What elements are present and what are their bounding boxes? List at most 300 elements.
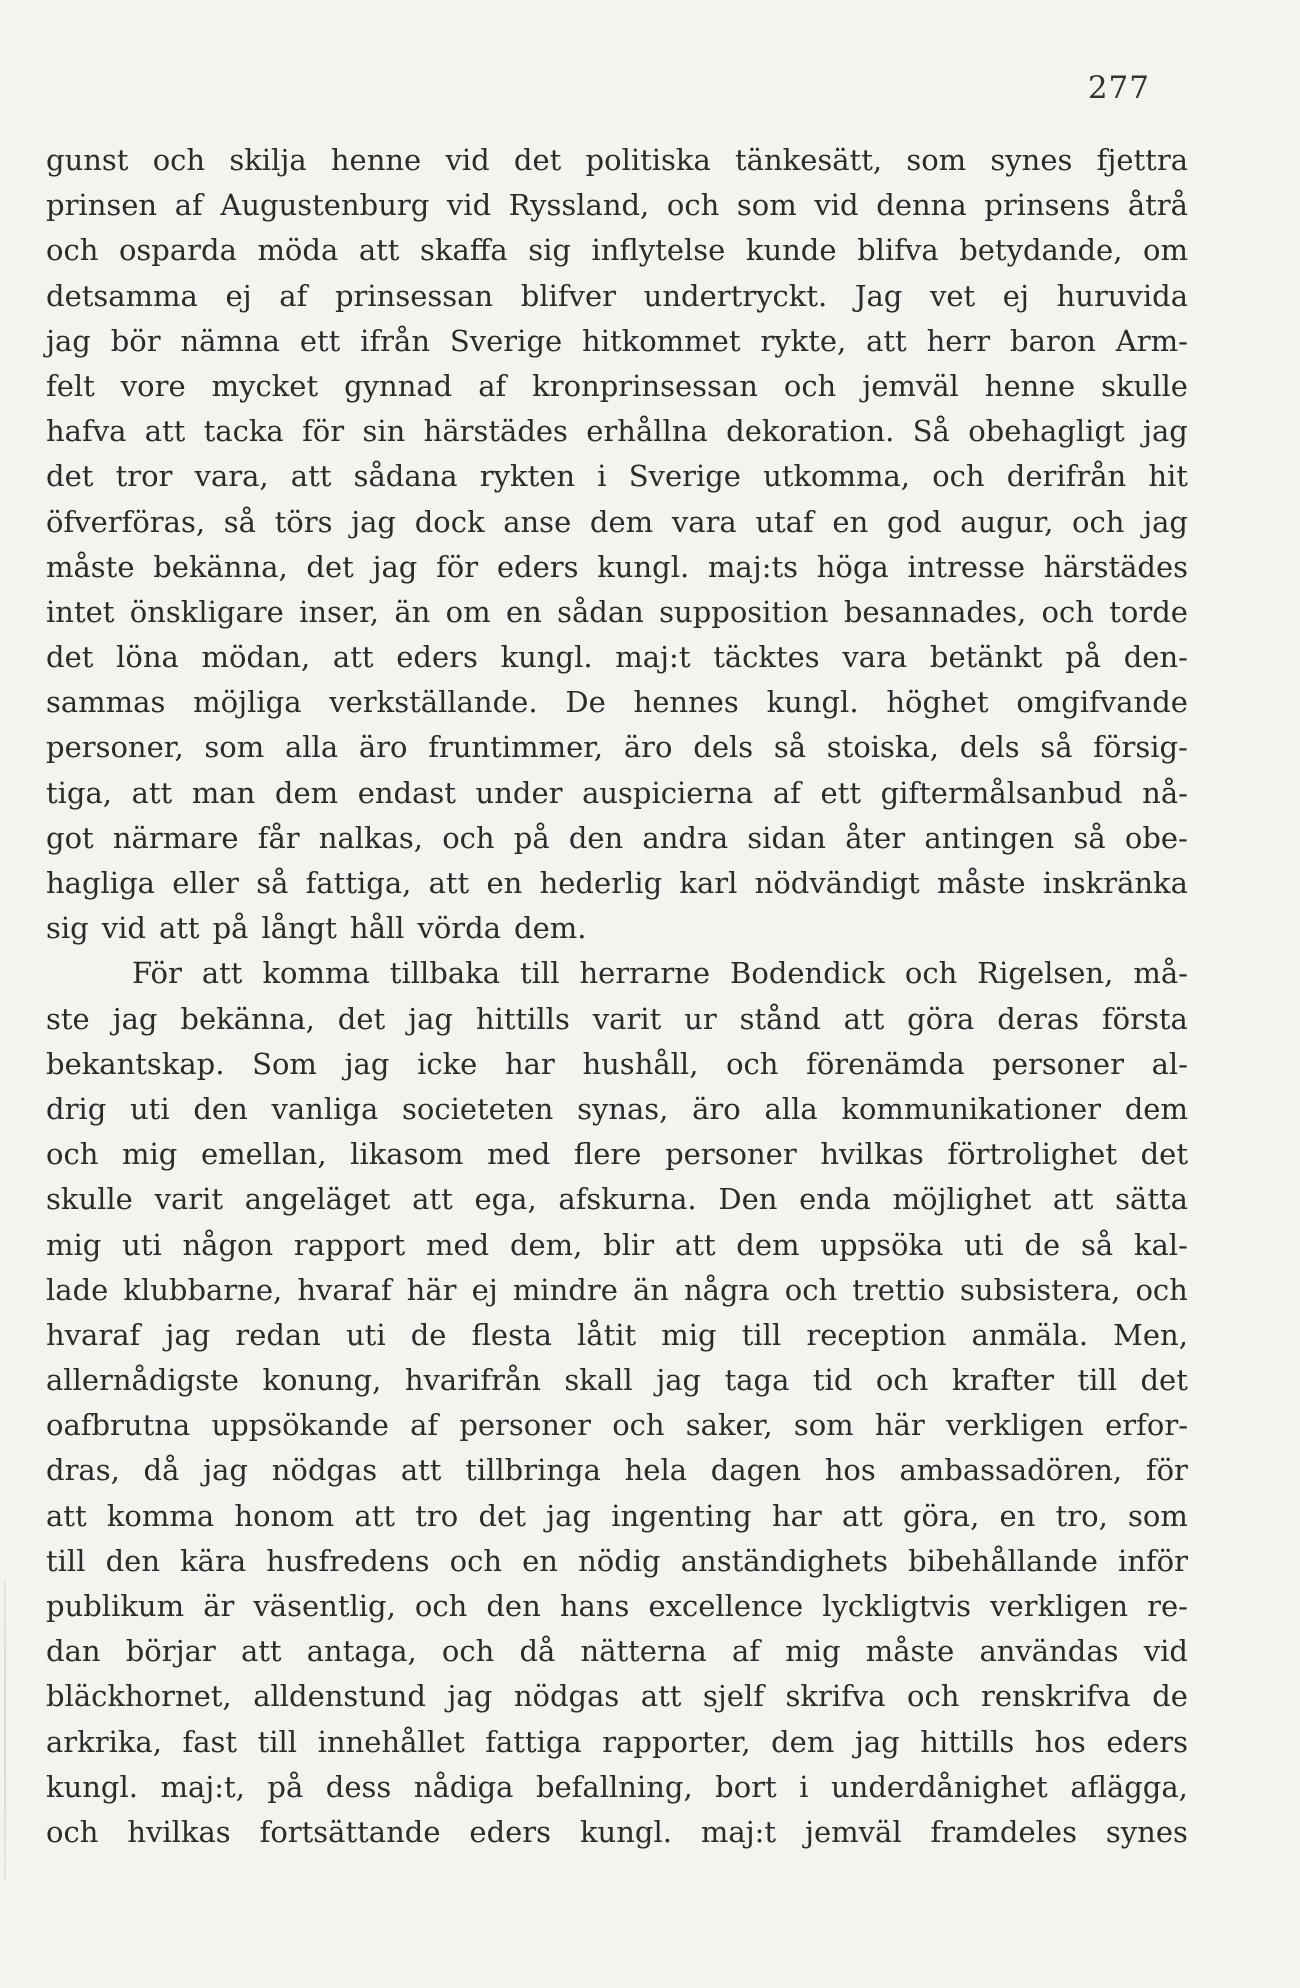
word: och [612, 1408, 665, 1443]
word: ifrån [360, 323, 431, 358]
word: skaffa [419, 233, 508, 268]
word: hushåll, [582, 1046, 699, 1081]
word: jag [344, 1046, 390, 1081]
word: Sverige [449, 323, 563, 358]
text-line [46, 861, 1188, 906]
word: att [201, 956, 243, 991]
word: tänkesätt, [735, 143, 883, 177]
text-line [46, 997, 1188, 1042]
word: törs [274, 504, 333, 539]
word: åter [845, 820, 906, 855]
word: antaga, [306, 1634, 417, 1669]
word: alldenstund [253, 1679, 426, 1714]
word: mig [46, 1227, 102, 1262]
word: komma [106, 1498, 215, 1533]
word: maj:t [615, 640, 691, 675]
word: Så [912, 414, 950, 449]
word: kungl. [579, 1814, 672, 1849]
word: kungl. [597, 549, 690, 584]
word: nätterna [580, 1634, 707, 1669]
word: angeläget [244, 1182, 391, 1217]
word: dem [736, 1227, 800, 1262]
word: försig- [1093, 730, 1188, 765]
word: vara [671, 504, 737, 539]
word: kronprinsessan [532, 368, 758, 403]
word: bibehållande [908, 1543, 1098, 1578]
word: och [414, 1589, 468, 1623]
word: prinsen [46, 188, 158, 223]
word: af [732, 1634, 761, 1669]
word: jag [1143, 414, 1188, 449]
word: höghet [886, 685, 989, 720]
text-line [46, 1765, 1188, 1810]
word: besannades, [843, 594, 1027, 629]
word: bör [110, 323, 161, 358]
word: al- [1151, 1046, 1188, 1081]
word: konung, [262, 1363, 382, 1398]
word: hvarifrån [404, 1363, 541, 1398]
word: äro [623, 730, 673, 765]
word: dem [1124, 1091, 1188, 1126]
word: alla [284, 730, 339, 765]
text-line [46, 545, 1188, 590]
word: rykte, [760, 323, 847, 358]
word: anmäla. [971, 1317, 1089, 1352]
word: underdånighet [831, 1769, 1048, 1804]
word: med [425, 1227, 490, 1262]
word: så [223, 504, 256, 539]
word: af [410, 1408, 439, 1443]
word: har [771, 1498, 822, 1533]
word: göra [907, 1001, 975, 1036]
text-line [46, 138, 1188, 183]
word: hos [824, 1453, 876, 1488]
word: antingen [924, 820, 1055, 855]
word: och [1135, 1272, 1188, 1307]
word: fattiga, [305, 866, 412, 900]
word: nödgas [271, 1453, 378, 1488]
word: jag [854, 1724, 900, 1759]
word: sådan [557, 594, 644, 629]
word: utkomma, [763, 459, 911, 494]
page-edge-shadow [4, 1580, 6, 1880]
word: eders [496, 549, 579, 584]
word: inser, [299, 594, 380, 629]
word: täcktes [713, 640, 820, 675]
word: herr [926, 323, 991, 358]
word: ega, [474, 1182, 537, 1217]
word: vid [446, 188, 492, 223]
word: skrifva [785, 1679, 886, 1714]
word: nödgas [513, 1679, 620, 1714]
word: mindre [512, 1272, 618, 1307]
word: Som [252, 1046, 317, 1081]
word: att [131, 775, 173, 810]
word: och [46, 1137, 99, 1172]
word: mig [785, 1634, 841, 1669]
word: dels [693, 730, 754, 765]
word: att [412, 1182, 453, 1217]
word: sig [528, 233, 571, 268]
text-line [46, 1629, 1188, 1674]
word: bekänna, [180, 1001, 315, 1036]
word: omgifvande [1016, 685, 1188, 720]
word: jag [165, 1317, 211, 1352]
word: enda [799, 1182, 871, 1217]
word: måste [46, 549, 135, 584]
word: att [158, 911, 200, 946]
word: uppsöka [820, 1227, 944, 1262]
word: hela [624, 1453, 688, 1488]
word: jemväl [862, 368, 959, 403]
word: så [1073, 820, 1106, 855]
word: jag [203, 1453, 248, 1488]
word: åtrå [1127, 188, 1188, 223]
word: om [445, 594, 491, 629]
word: kungl. [500, 640, 593, 675]
word: den [105, 1543, 160, 1578]
word: jag [447, 1679, 493, 1714]
word: Jag [854, 278, 903, 313]
word: verkligen [990, 1589, 1129, 1623]
word: saker, [685, 1408, 773, 1443]
word: så [1040, 730, 1073, 765]
word: societeten [401, 1091, 554, 1126]
word: befallning, [535, 1769, 693, 1804]
word: synes [990, 143, 1073, 177]
word: att [400, 1453, 442, 1488]
word: dem. [514, 911, 587, 946]
word: det [337, 1001, 386, 1036]
word: intresse [907, 549, 1026, 584]
text-line [46, 816, 1188, 861]
word: reception [806, 1317, 947, 1352]
word: här [874, 1408, 925, 1443]
word: prinsessan [334, 278, 494, 313]
word: henne [330, 143, 422, 177]
word: äro [692, 1091, 741, 1126]
word: långt [261, 911, 337, 946]
word: är [203, 1589, 235, 1623]
word: och [904, 956, 958, 991]
word: de [410, 1317, 447, 1352]
text-line [46, 1494, 1188, 1539]
word: till [1077, 1363, 1117, 1398]
word: personer [665, 1137, 797, 1172]
word: dels [959, 730, 1020, 765]
word: hvaraf [46, 1317, 141, 1352]
word: mycket [211, 368, 319, 403]
word: dagen [710, 1453, 802, 1488]
page-number: 277 [1087, 70, 1150, 106]
word: nödvändigt [754, 866, 920, 900]
word: nalkas, [318, 820, 424, 855]
word: ett [299, 323, 341, 358]
word: och [441, 1634, 495, 1669]
word: hvaraf [297, 1272, 392, 1307]
word: väsentlig, [253, 1589, 396, 1623]
word: blifver [520, 278, 617, 313]
word: och [46, 1814, 99, 1849]
word: mödan, [201, 640, 311, 675]
word: fattiga [485, 1724, 582, 1759]
word: den [568, 820, 624, 855]
word: flere [573, 1137, 642, 1172]
word: hagliga [46, 866, 155, 900]
word: de [1024, 1227, 1061, 1262]
word: af [772, 775, 801, 810]
word: jag [546, 1498, 591, 1533]
word: möda [257, 233, 339, 268]
word: giftermålsanbud [880, 775, 1123, 810]
word: och [1041, 594, 1094, 629]
text-line [46, 680, 1188, 725]
word: ej [1002, 278, 1029, 313]
word: af [174, 188, 203, 223]
word: det [478, 1498, 526, 1533]
word: några [683, 1272, 770, 1307]
word: en [486, 866, 523, 900]
word: arkrika, [46, 1724, 162, 1759]
word: synes [1105, 1814, 1188, 1849]
word: alla [764, 1091, 818, 1126]
word: varit [154, 1182, 224, 1217]
word: som [1128, 1498, 1188, 1533]
word: emellan, [200, 1137, 327, 1172]
word: det [513, 143, 562, 177]
word: att [866, 323, 907, 358]
word: bort [715, 1769, 777, 1804]
word: bläckhornet, [46, 1679, 232, 1714]
word: icke [417, 1046, 478, 1081]
word: obehagligt [968, 414, 1125, 449]
word: god [886, 504, 942, 539]
word: då [143, 1453, 180, 1488]
word: vid [445, 143, 490, 177]
word: erfor- [1105, 1408, 1188, 1443]
word: ej [225, 278, 252, 313]
text-line [46, 1223, 1188, 1268]
word: betydande, [959, 233, 1123, 268]
word: anständighets [680, 1543, 888, 1578]
word: deras [997, 1001, 1080, 1036]
word: nå- [1142, 775, 1188, 810]
word: härstädes [1043, 549, 1188, 584]
word: så [256, 866, 289, 900]
word: dess [325, 1769, 392, 1804]
word: att [144, 414, 186, 449]
word: bekänna, [153, 549, 288, 584]
text-line [46, 183, 1188, 228]
text-line [46, 771, 1188, 816]
word: den [193, 1091, 248, 1126]
word: detsamma [46, 278, 198, 313]
word: och [46, 233, 99, 268]
word: vörda [417, 911, 501, 946]
word: ur [684, 1001, 717, 1036]
word: rykten [479, 459, 576, 494]
word: måste [937, 866, 1026, 900]
word: personer, [46, 730, 184, 765]
word: fortsättande [259, 1814, 441, 1849]
word: hvilkas [127, 1814, 231, 1849]
word: uti [130, 1091, 170, 1126]
word: då [519, 1634, 556, 1669]
word: att [674, 1227, 716, 1262]
word: excellence [648, 1589, 804, 1623]
word: öfverföras, [46, 504, 206, 539]
text-line [46, 1584, 1188, 1629]
word: aflägga, [1070, 1769, 1188, 1804]
word: skulle [1101, 368, 1188, 403]
word: som [906, 143, 967, 177]
word: det [306, 549, 354, 584]
word: en [505, 594, 542, 629]
text-line [46, 500, 1188, 545]
word: för [1145, 1453, 1188, 1488]
word: lade [46, 1272, 109, 1307]
word: afskurna. [558, 1182, 697, 1217]
word: komma [262, 956, 370, 991]
word: Den [718, 1182, 778, 1217]
word: likasom [350, 1137, 464, 1172]
word: derifrån [1006, 459, 1127, 494]
word: dem [274, 775, 339, 810]
word: det [46, 640, 94, 675]
text-line [46, 274, 1188, 319]
word: att [46, 1498, 87, 1533]
word: på [212, 911, 249, 946]
word: till [520, 956, 560, 991]
word: inför [1117, 1543, 1188, 1578]
word: vanliga [271, 1091, 379, 1126]
word: drig [46, 1091, 107, 1126]
word: Rigelsen, [977, 956, 1114, 991]
word: att [1052, 1182, 1094, 1217]
word: ambassadören, [899, 1453, 1123, 1488]
word: tro [415, 1498, 459, 1533]
text-line [46, 1448, 1188, 1493]
word: första [1101, 1001, 1188, 1036]
word: vet [929, 278, 976, 313]
word: innehållet [317, 1724, 465, 1759]
word: en [522, 1543, 558, 1578]
word: härstädes [423, 414, 568, 449]
word: dock [414, 504, 485, 539]
word: baron [1010, 323, 1096, 358]
text-line [46, 1358, 1188, 1403]
word: jag [408, 1001, 453, 1036]
word: endast [357, 775, 456, 810]
word: kungl. [46, 1769, 138, 1804]
text-line [46, 1539, 1188, 1584]
word: personer [992, 1046, 1124, 1081]
word: möjlighet [892, 1182, 1032, 1217]
word: gynnad [344, 368, 453, 403]
word: honom [234, 1498, 335, 1533]
word: krafter [951, 1363, 1054, 1398]
word: jag [656, 1363, 702, 1398]
word: betänkt [929, 640, 1043, 675]
word: och [449, 1543, 503, 1578]
word: augur, [960, 504, 1054, 539]
word: om [1143, 233, 1188, 268]
word: utaf [755, 504, 814, 539]
word: dem, [509, 1227, 583, 1262]
word: får [257, 820, 300, 855]
word: möjliga [193, 685, 302, 720]
word: än [394, 594, 431, 629]
word: tiga, [46, 775, 113, 810]
word: inskränka [1042, 866, 1188, 900]
text-line [46, 1313, 1188, 1358]
word: publikum [46, 1589, 185, 1623]
word: Sverige [628, 459, 741, 494]
word: uppsökande [211, 1408, 389, 1443]
word: förtrolighet [947, 1137, 1117, 1172]
word: klubbarne, [123, 1272, 283, 1307]
word: osparda [118, 233, 237, 268]
word: jag [372, 549, 418, 584]
word: verkställande. [329, 685, 538, 720]
word: oafbrutna [46, 1408, 191, 1443]
word: bekantskap. [46, 1046, 225, 1081]
word: eller [172, 866, 239, 900]
text-line [46, 906, 1188, 951]
word: uti [122, 1227, 162, 1262]
word: och [726, 1046, 779, 1081]
word: allernådigste [46, 1363, 239, 1398]
word: undertryckt. [643, 278, 828, 313]
word: låtit [577, 1317, 637, 1352]
word: på [267, 1769, 304, 1804]
word: denna [876, 188, 967, 223]
word: sätta [1115, 1182, 1188, 1217]
word: mig [661, 1317, 717, 1352]
word: under [475, 775, 563, 810]
word: re- [1147, 1589, 1188, 1623]
word: för [302, 414, 345, 449]
word: prinsens [984, 188, 1111, 223]
word: varit [592, 1001, 662, 1036]
word: som [736, 188, 797, 223]
word: vara, [194, 459, 269, 494]
word: anse [503, 504, 572, 539]
word: dras, [46, 1453, 120, 1488]
word: skulle [46, 1182, 133, 1217]
word: måste [865, 1634, 955, 1669]
word: tro, [1055, 1498, 1108, 1533]
word: och [1072, 504, 1125, 539]
word: blifva [857, 233, 939, 268]
word: Bodendick [730, 956, 885, 991]
word: håll [349, 911, 405, 946]
word: maj:t [700, 1814, 777, 1849]
word: göra, [902, 1498, 980, 1533]
word: huruvida [1056, 278, 1188, 313]
word: Arm- [1115, 323, 1188, 358]
word: på [513, 820, 550, 855]
word: nådiga [413, 1769, 514, 1804]
word: dan [46, 1634, 101, 1669]
word: jag [112, 1001, 158, 1036]
word: en [999, 1498, 1036, 1533]
text-line [46, 1810, 1188, 1855]
word: så [1080, 1227, 1114, 1262]
text-line [46, 319, 1188, 364]
word: som [793, 1408, 854, 1443]
text-line [46, 409, 1188, 454]
